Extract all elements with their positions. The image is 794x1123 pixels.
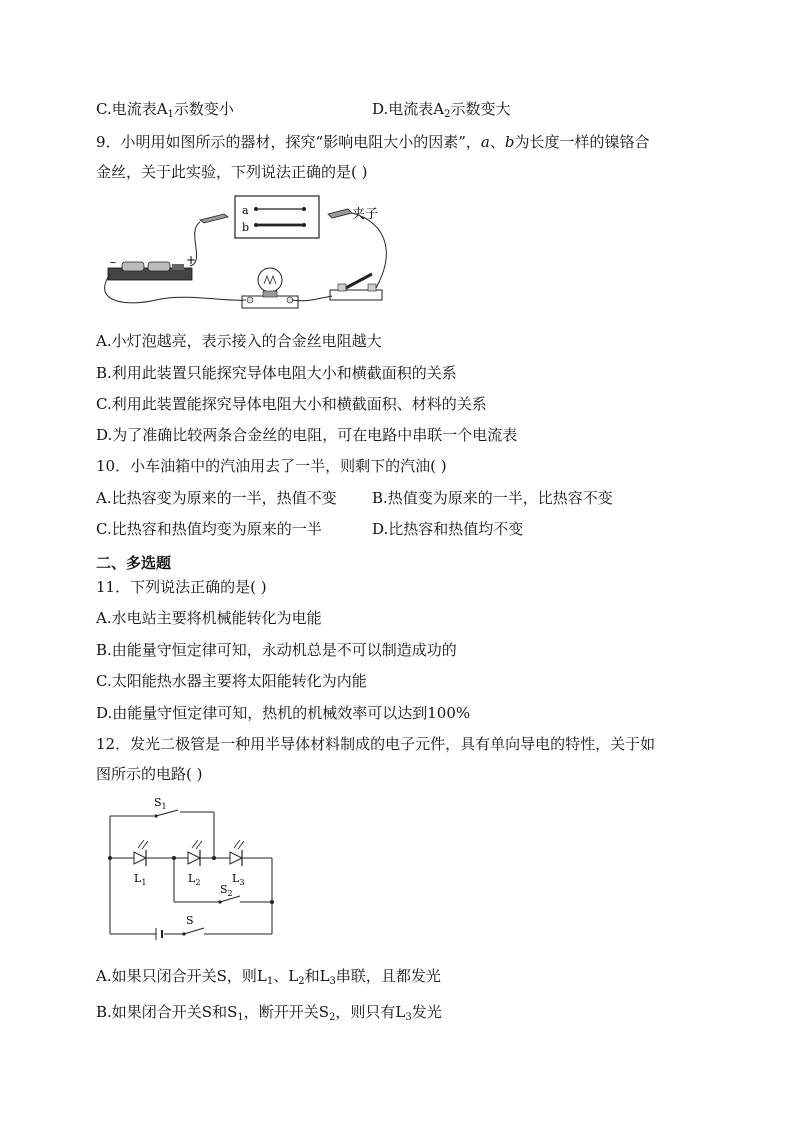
led-l3	[230, 840, 244, 866]
q11-option-d: D.由能量守恒定律可知，热机的机械效率可以达到100%	[96, 704, 471, 722]
switch-s1	[156, 810, 178, 816]
s2-label: $S_2$	[220, 883, 233, 898]
q9-circuit-figure	[96, 192, 406, 322]
s-label: S	[186, 914, 194, 927]
q8-option-d: D.电流表$A_2$示数变大	[372, 100, 511, 120]
q10-option-b: B.热值变为原来的一半，比热容不变	[372, 489, 613, 507]
led-l2	[188, 840, 202, 866]
switch-s	[184, 928, 204, 934]
l3-label: $L_3$	[232, 872, 245, 887]
q12-stem-line2: 图所示的电路( )	[96, 765, 203, 783]
q11-option-b: B.由能量守恒定律可知，永动机总是不可以制造成功的	[96, 641, 457, 659]
q10-stem: 10．小车油箱中的汽油用去了一半，则剩下的汽油( )	[96, 457, 447, 475]
switch-lever	[342, 274, 372, 290]
q8-option-c: C.电流表$A_1$示数变小	[96, 100, 234, 120]
battery-minus-label: –	[110, 255, 116, 269]
q11-stem: 11．下列说法正确的是( )	[96, 578, 267, 596]
q12-led-circuit-figure	[104, 794, 284, 944]
led-l1	[134, 840, 148, 866]
q12-option-b: B.如果闭合开关S和$S_1$，断开开关$S_2$，则只有$L_3$发光	[96, 1003, 442, 1023]
q10-option-c: C.比热容和热值均变为原来的一半	[96, 520, 322, 538]
battery-cell-2	[148, 262, 170, 271]
q9-option-b: B.利用此装置只能探究导体电阻大小和横截面积的关系	[96, 364, 457, 382]
q9-option-a: A.小灯泡越亮，表示接入的合金丝电阻越大	[96, 332, 382, 350]
q10-option-d: D.比热容和热值均不变	[372, 520, 524, 538]
q9-option-c: C.利用此装置能探究导体电阻大小和横截面积、材料的关系	[96, 395, 487, 413]
s1-label: $S_1$	[154, 796, 167, 811]
section-title-multiple-choice: 二、多选题	[96, 554, 172, 572]
switch-base	[330, 290, 382, 300]
clip-label: 夹子	[352, 207, 379, 222]
q9-stem-line2: 金丝，关于此实验，下列说法正确的是( )	[96, 163, 368, 181]
q12-option-a: A.如果只闭合开关S，则$L_1$、$L_2$和$L_3$串联，且都发光	[96, 967, 441, 987]
q12-stem-line1: 12．发光二极管是一种用半导体材料制成的电子元件，具有单向导电的特性，关于如	[96, 735, 656, 753]
right-clip	[328, 209, 352, 218]
l2-label: $L_2$	[188, 872, 201, 887]
q9-option-d: D.为了准确比较两条合金丝的电阻，可在电路中串联一个电流表	[96, 426, 518, 444]
q11-option-c: C.太阳能热水器主要将太阳能转化为内能	[96, 672, 367, 690]
battery-plus-label: +	[186, 253, 197, 267]
battery-cell-1	[122, 262, 144, 271]
left-clip	[200, 214, 228, 223]
q10-option-a: A.比热容变为原来的一半，热值不变	[96, 489, 337, 507]
q11-option-a: A.水电站主要将机械能转化为电能	[96, 609, 322, 627]
bulb	[258, 268, 282, 292]
wire-b-label: b	[242, 221, 250, 234]
q9-stem-line1: 9．小明用如图所示的器材，探究“影响电阻大小的因素”，a、b为长度一样的镍铬合	[96, 133, 650, 151]
wire-a-label: a	[242, 204, 249, 217]
l1-label: $L_1$	[134, 872, 147, 887]
